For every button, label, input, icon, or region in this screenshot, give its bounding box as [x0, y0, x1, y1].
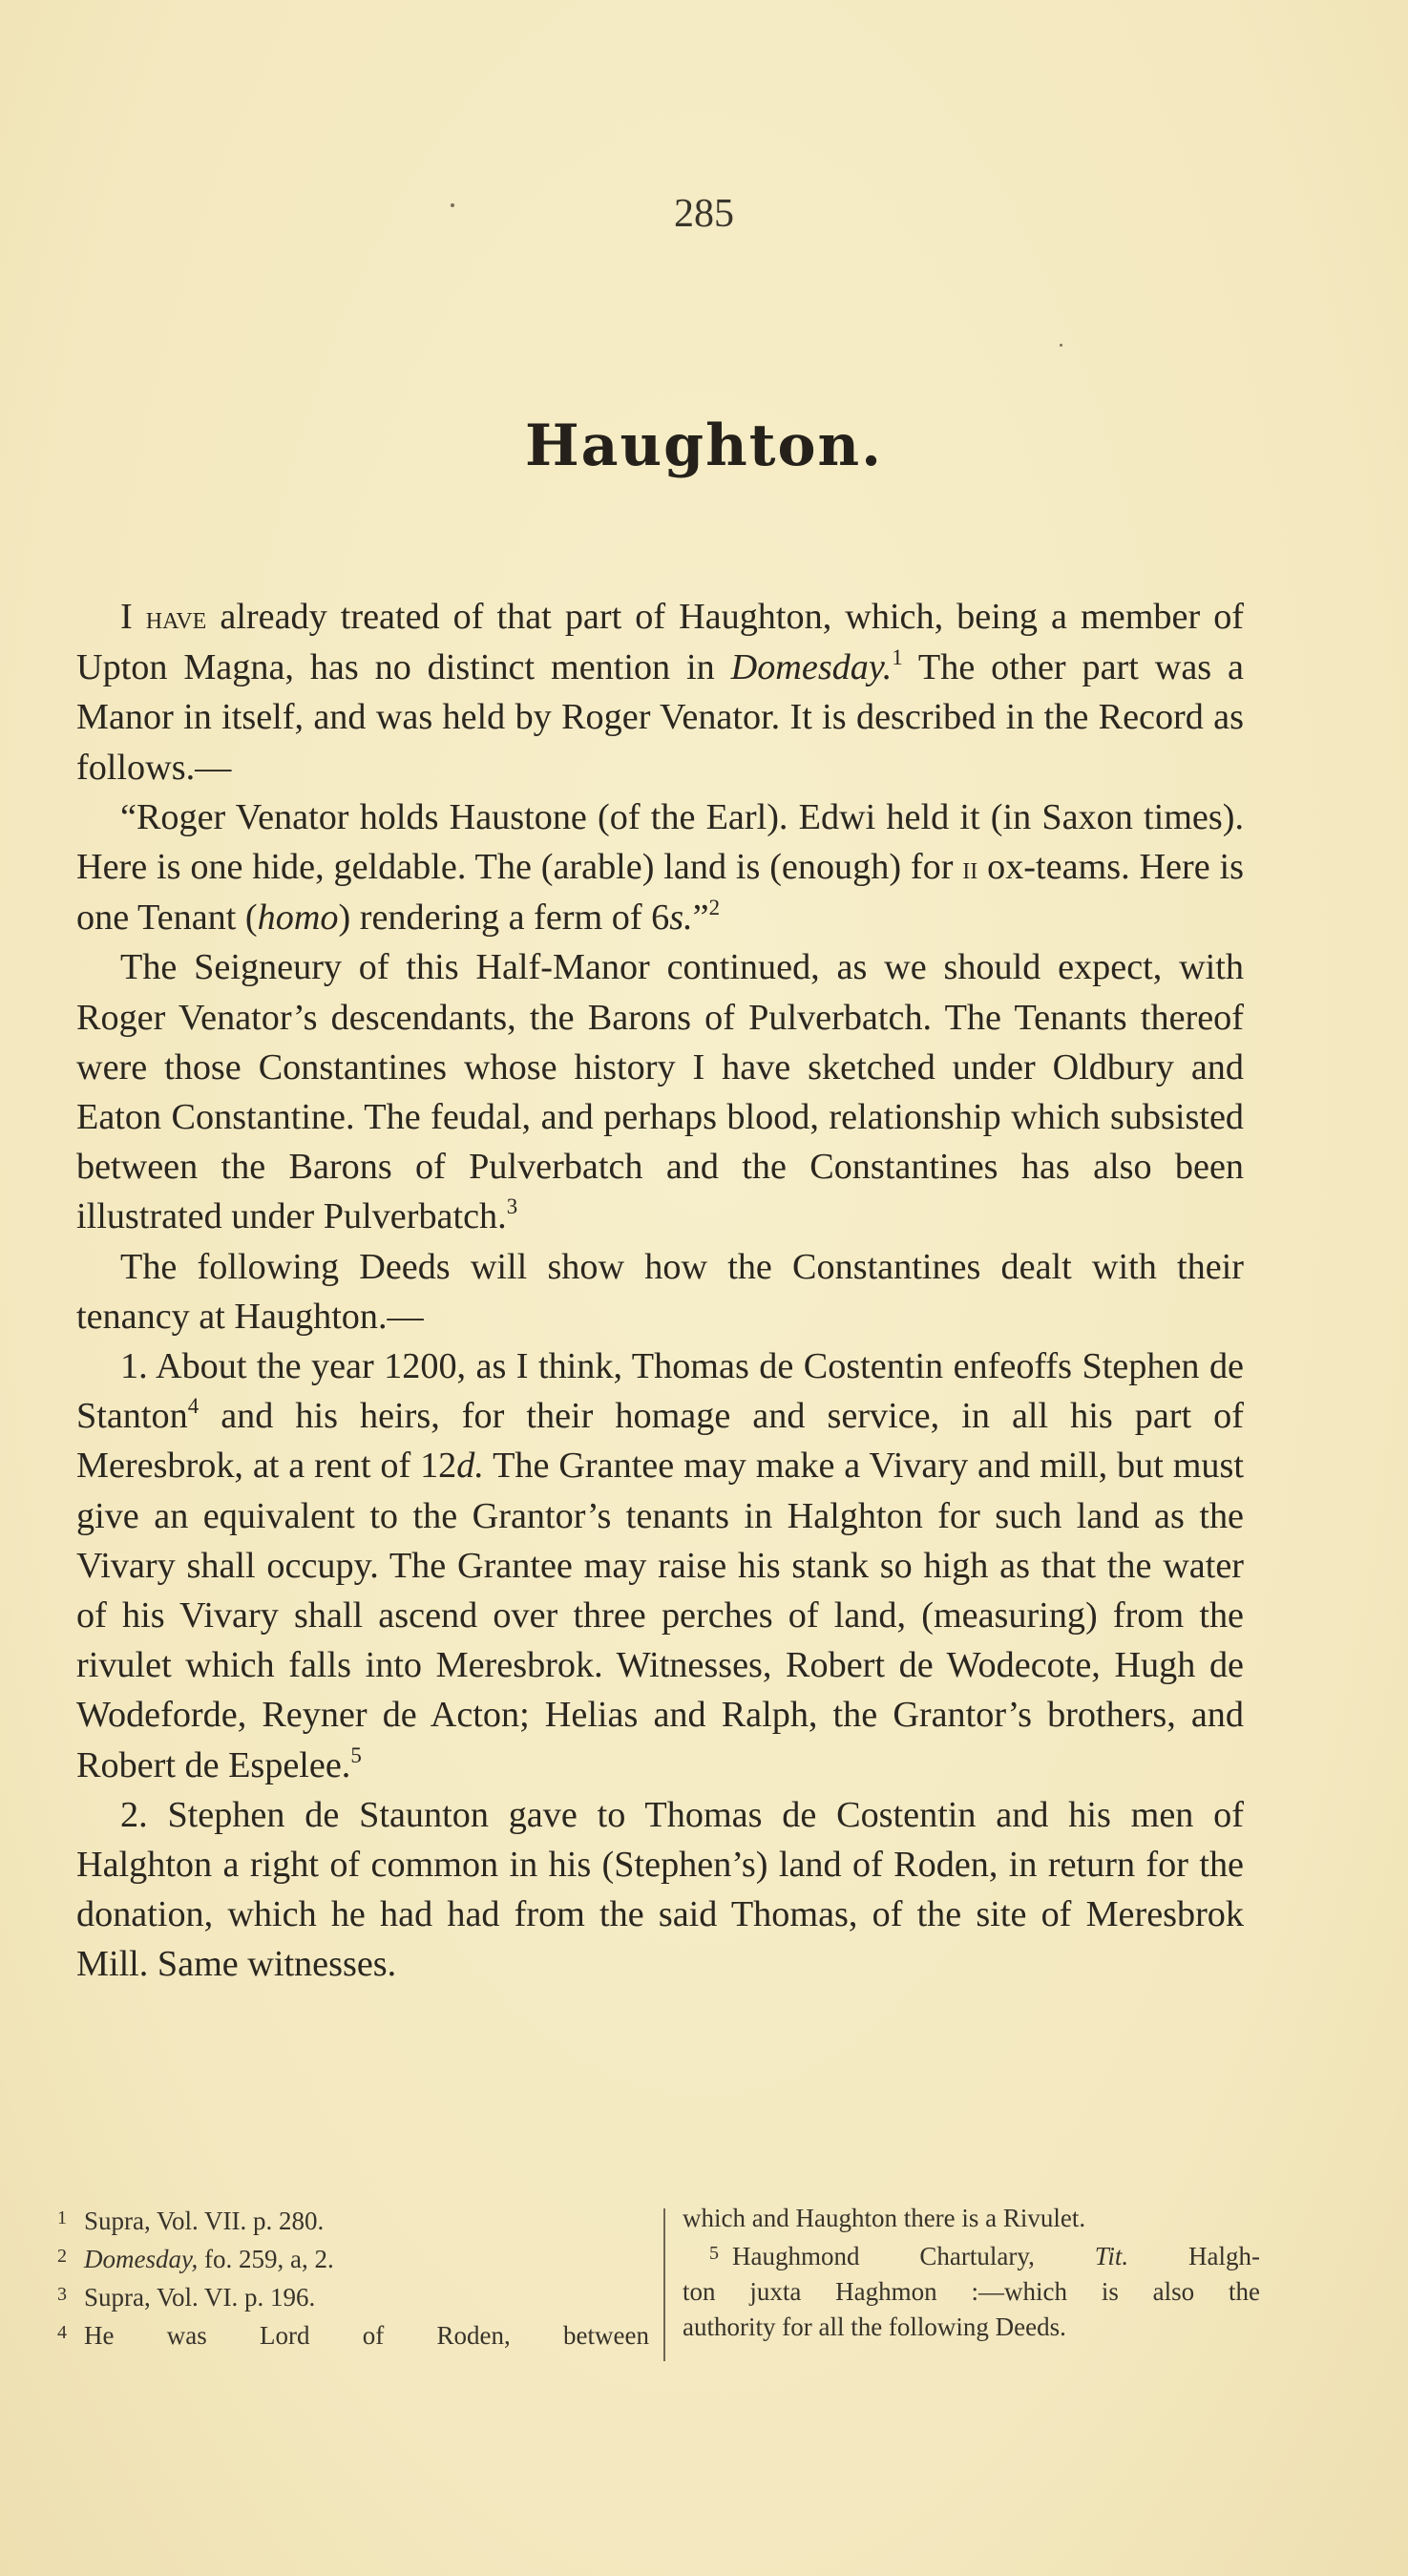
- footnote-line: [683, 2236, 1260, 2274]
- footnote-line: [683, 2310, 1260, 2345]
- print-speck: [1060, 344, 1062, 347]
- text-run: I: [120, 597, 146, 637]
- text-run: already treated of that part of Haughton, which, being a member of Upton Magna, has no distinct mention in: [76, 597, 1245, 688]
- chapter-title: Haughton.: [524, 412, 883, 479]
- footnote-line: [57, 2277, 649, 2315]
- paragraph-p2: [76, 792, 1244, 943]
- print-speck: [451, 203, 454, 207]
- footnotes-right-column: [683, 2201, 1260, 2345]
- paragraph-p3: [76, 942, 1244, 1241]
- text-run: He was Lord of Roden, between: [84, 2321, 649, 2350]
- footnote-number: 3: [57, 2284, 67, 2305]
- text-run: Halgh-: [1128, 2242, 1260, 2270]
- text-run: authority for all the following Deeds.: [683, 2312, 1066, 2341]
- text-run: The other part was a Manor in itself, and was held by Roger Venator. It is described in the Record as follows.—: [76, 647, 1244, 788]
- footnote-reference: 4: [187, 1394, 200, 1419]
- text-run: fo. 259, a, 2.: [198, 2245, 334, 2273]
- text-run: homo: [257, 897, 339, 939]
- footnote-number: 1: [57, 2207, 67, 2228]
- text-run: Domesday,: [84, 2245, 199, 2273]
- text-run: The following Deeds will show how the Constantines dealt with their tenancy at Haughton.—: [76, 1246, 1244, 1337]
- footnote-reference: 1: [892, 645, 903, 670]
- text-run: 2. Stephen de Staunton gave to Thomas de Costentin and his men of Halghton a right of common in his (Stephen’s) land of Roden, in return for the donation, which he had had from the said Thomas, of the site of Meresbrok Mill. Same witnesses.: [76, 1794, 1244, 1985]
- text-run: ton juxta Haghmon :—which is also the: [683, 2277, 1260, 2306]
- text-run: s.: [669, 897, 693, 939]
- text-run: The Seigneury of this Half-Manor continued, as we should expect, with Roger Venator’s descendants, the Barons of Pulverbatch. The Tenants thereof were those Constantines whose history I have sketched under Oldbury and Eaton Constantine. The feudal, and perhaps blood, relationship which subsisted between the Barons of Pulverbatch and the Constantines has also been illustrated under Pulverbatch.: [76, 947, 1244, 1237]
- footnote-reference: 3: [506, 1194, 518, 1219]
- footnote-reference: 5: [350, 1742, 362, 1767]
- text-run: Domesday.: [730, 647, 893, 688]
- footnotes: [57, 2201, 1260, 2354]
- text-run: ) rendering a ferm of 6: [338, 897, 670, 939]
- text-run: Supra, Vol. VI. p. 196.: [84, 2283, 316, 2312]
- text-run: which and Haughton there is a Rivulet.: [683, 2204, 1086, 2232]
- text-run: ii: [962, 850, 978, 887]
- paragraph-p1: [76, 592, 1244, 792]
- main-text: [76, 592, 1244, 1990]
- footnote-number: 5: [709, 2243, 719, 2264]
- paragraph-p6: [76, 1790, 1244, 1990]
- text-run: The Grantee may make a Vivary and mill, but must give an equivalent to the Grantor’s tenants in Halghton for such land as the Vivary shall occupy. The Grantee may raise his stank so high as that the water of his Vivary shall ascend over three perches of land, (measuring) from the rivulet which falls into Meresbrok. Witnesses, Robert de Wodecote, Hugh de Wodeforde, Reyner de Acton; Helias and Ralph, the Grantor’s brothers, and Robert de Espelee.: [76, 1446, 1244, 1785]
- text-run: have: [145, 600, 207, 636]
- text-run: Supra, Vol. VII. p. 280.: [84, 2206, 325, 2235]
- paragraph-p5: [76, 1341, 1244, 1790]
- footnote-line: [57, 2315, 649, 2354]
- footnote-line: [683, 2201, 1260, 2236]
- text-run: ox-teams. Here is one Tenant (: [76, 847, 1244, 939]
- text-run: 1. About the year 1200, as I think, Thomas de Costentin enfeoffs Stephen de Stanton: [76, 1346, 1244, 1437]
- text-run: d.: [456, 1446, 484, 1487]
- footnotes-left-column: [57, 2201, 649, 2354]
- text-run: Haughmond Chartulary,: [732, 2242, 1095, 2270]
- text-run: “Roger Venator holds Haustone (of the Earl). Edwi held it (in Saxon times). Here is one hide, geldable. The (arable) land is (enough) for: [76, 796, 1244, 888]
- footnote-line: [683, 2274, 1260, 2310]
- footnote-reference: 2: [708, 896, 721, 920]
- footnote-number: 4: [57, 2322, 67, 2343]
- text-run: ”: [692, 897, 709, 939]
- page-number: 285: [674, 192, 734, 236]
- text-run: and his heirs, for their homage and service, in all his part of Meresbrok, at a rent of 12: [76, 1396, 1244, 1487]
- footnote-number: 2: [57, 2246, 67, 2267]
- paragraph-p4: [76, 1242, 1244, 1341]
- text-run: Tit.: [1094, 2242, 1129, 2270]
- footnote-line: [57, 2201, 649, 2239]
- footnote-line: [57, 2239, 649, 2277]
- footnote-column-divider: [663, 2208, 665, 2361]
